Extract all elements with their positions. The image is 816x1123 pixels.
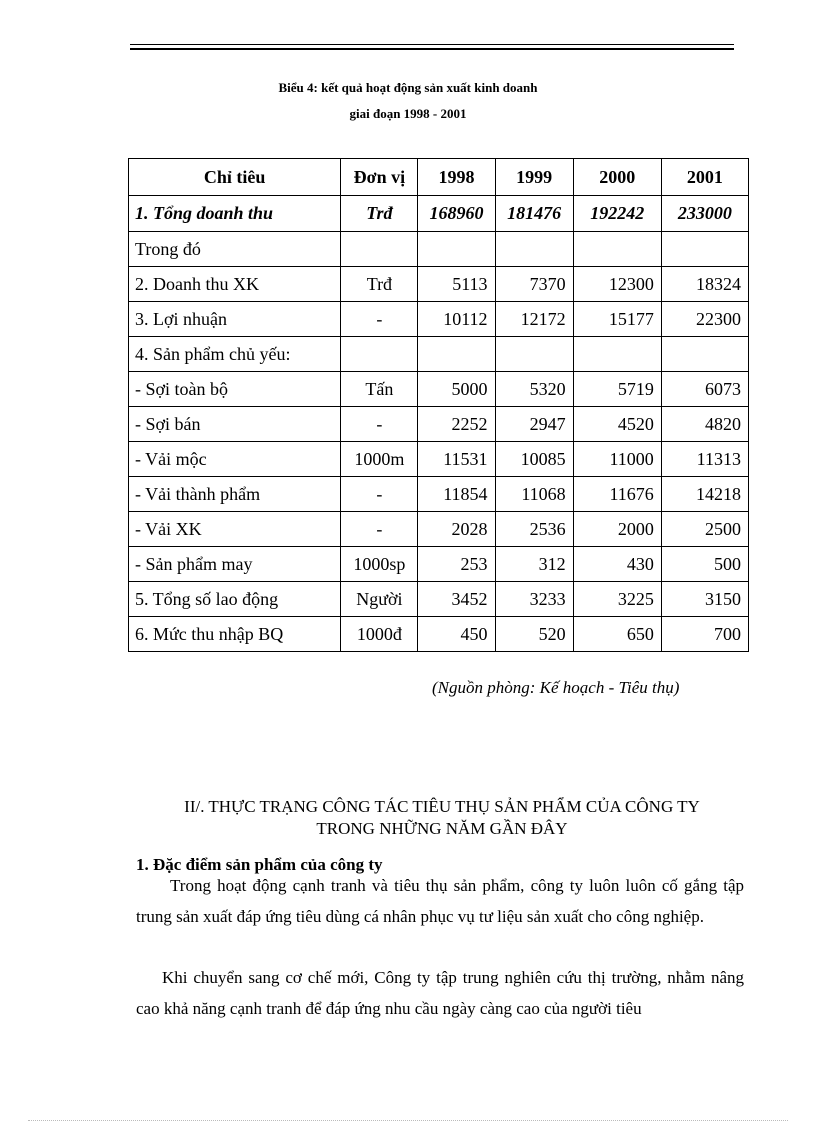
table-row <box>129 512 749 547</box>
row-value <box>573 337 661 372</box>
table-row <box>129 337 749 372</box>
row-value: 11313 <box>661 442 748 477</box>
header-unit: Đơn vị <box>341 159 418 196</box>
row-value: 2000 <box>573 512 661 547</box>
row-unit: - <box>341 407 418 442</box>
header-indicator: Chỉ tiêu <box>129 159 341 196</box>
row-unit: Trđ <box>341 196 418 232</box>
table-caption-period: giai đoạn 1998 - 2001 <box>349 106 467 121</box>
row-value: 2252 <box>418 407 495 442</box>
table-row <box>129 547 749 582</box>
row-value <box>495 232 573 267</box>
table-row <box>129 372 749 407</box>
header-rule-thick <box>130 48 734 50</box>
header-year: 1999 <box>495 159 573 196</box>
row-value <box>418 232 495 267</box>
row-unit: 1000sp <box>341 547 418 582</box>
header-year: 1998 <box>418 159 495 196</box>
row-value <box>495 337 573 372</box>
table-row <box>129 232 749 267</box>
row-value: 312 <box>495 547 573 582</box>
table-row <box>129 582 749 617</box>
row-label: 6. Mức thu nhập BQ <box>129 617 341 652</box>
row-value: 4820 <box>661 407 748 442</box>
row-value: 500 <box>661 547 748 582</box>
row-value: 3225 <box>573 582 661 617</box>
page-bottom-border <box>28 1120 788 1121</box>
row-value: 7370 <box>495 267 573 302</box>
row-value <box>573 232 661 267</box>
header-year: 2000 <box>573 159 661 196</box>
row-value: 3233 <box>495 582 573 617</box>
row-unit: Tấn <box>341 372 418 407</box>
table-row <box>129 302 749 337</box>
row-value: 520 <box>495 617 573 652</box>
row-value: 4520 <box>573 407 661 442</box>
row-value: 430 <box>573 547 661 582</box>
row-unit: Trđ <box>341 267 418 302</box>
row-value: 15177 <box>573 302 661 337</box>
row-label: 4. Sản phẩm chủ yếu: <box>129 337 341 372</box>
row-value: 3452 <box>418 582 495 617</box>
row-value: 10085 <box>495 442 573 477</box>
row-unit: - <box>341 477 418 512</box>
row-value: 11676 <box>573 477 661 512</box>
row-value: 11000 <box>573 442 661 477</box>
table-header-row <box>129 159 749 196</box>
row-value: 2947 <box>495 407 573 442</box>
row-value: 14218 <box>661 477 748 512</box>
row-label: - Vải thành phẩm <box>129 477 341 512</box>
row-value: 5320 <box>495 372 573 407</box>
row-unit: 1000đ <box>341 617 418 652</box>
row-value: 233000 <box>661 196 748 232</box>
row-label: - Sản phẩm may <box>129 547 341 582</box>
row-label: 3. Lợi nhuận <box>129 302 341 337</box>
row-label: - Vải mộc <box>129 442 341 477</box>
row-value: 2536 <box>495 512 573 547</box>
table-caption-title: Biểu 4: kết quả hoạt động sản xuất kinh doanh <box>278 80 538 95</box>
row-label: 1. Tổng doanh thu <box>129 196 341 232</box>
row-value: 5113 <box>418 267 495 302</box>
row-value: 12300 <box>573 267 661 302</box>
header-rule-thin <box>130 44 734 45</box>
section-heading-line2: TRONG NHỮNG NĂM GẦN ĐÂY <box>316 819 568 838</box>
row-value: 700 <box>661 617 748 652</box>
row-value: 5719 <box>573 372 661 407</box>
row-label: 2. Doanh thu XK <box>129 267 341 302</box>
table-row <box>129 617 749 652</box>
row-unit: Người <box>341 582 418 617</box>
row-label: - Vải XK <box>129 512 341 547</box>
body-paragraph: Khi chuyển sang cơ chế mới, Công ty tập trung nghiên cứu thị trường, nhằm nâng cao khả năng cạnh tranh để đáp ứng nhu cầu ngày càng cao của người tiêu <box>136 968 744 1018</box>
row-value: 10112 <box>418 302 495 337</box>
row-label: - Sợi toàn bộ <box>129 372 341 407</box>
header-year: 2001 <box>661 159 748 196</box>
section-heading <box>0 796 816 840</box>
table-source-note: (Nguồn phòng: Kế hoạch - Tiêu thụ) <box>432 678 680 697</box>
table-row <box>129 477 749 512</box>
row-label: 5. Tổng số lao động <box>129 582 341 617</box>
row-value: 2500 <box>661 512 748 547</box>
subsection-heading: 1. Đặc điểm sản phẩm của công ty <box>136 855 383 874</box>
row-value: 253 <box>418 547 495 582</box>
row-value: 22300 <box>661 302 748 337</box>
row-value: 6073 <box>661 372 748 407</box>
table-row <box>129 442 749 477</box>
row-value <box>661 232 748 267</box>
row-value: 11854 <box>418 477 495 512</box>
row-label: Trong đó <box>129 232 341 267</box>
results-table <box>128 158 749 652</box>
row-unit: - <box>341 512 418 547</box>
row-value: 18324 <box>661 267 748 302</box>
row-value: 168960 <box>418 196 495 232</box>
row-value: 450 <box>418 617 495 652</box>
table-row <box>129 407 749 442</box>
row-value: 192242 <box>573 196 661 232</box>
row-value <box>418 337 495 372</box>
row-value: 11068 <box>495 477 573 512</box>
row-value: 12172 <box>495 302 573 337</box>
row-unit: 1000m <box>341 442 418 477</box>
body-paragraph: Trong hoạt động cạnh tranh và tiêu thụ sản phẩm, công ty luôn luôn cố gắng tập trung sản xuất đáp ứng tiêu dùng cá nhân phục vụ tư liệu sản xuất cho công nghiệp. <box>136 876 744 926</box>
row-value: 3150 <box>661 582 748 617</box>
row-value: 11531 <box>418 442 495 477</box>
row-value: 650 <box>573 617 661 652</box>
table-row <box>129 267 749 302</box>
row-value: 5000 <box>418 372 495 407</box>
row-value: 181476 <box>495 196 573 232</box>
row-label: - Sợi bán <box>129 407 341 442</box>
row-unit <box>341 232 418 267</box>
row-value <box>661 337 748 372</box>
row-unit: - <box>341 302 418 337</box>
table-row <box>129 196 749 232</box>
row-value: 2028 <box>418 512 495 547</box>
section-heading-line1: II/. THỰC TRẠNG CÔNG TÁC TIÊU THỤ SẢN PHẨM CỦA CÔNG TY <box>184 797 700 816</box>
row-unit <box>341 337 418 372</box>
